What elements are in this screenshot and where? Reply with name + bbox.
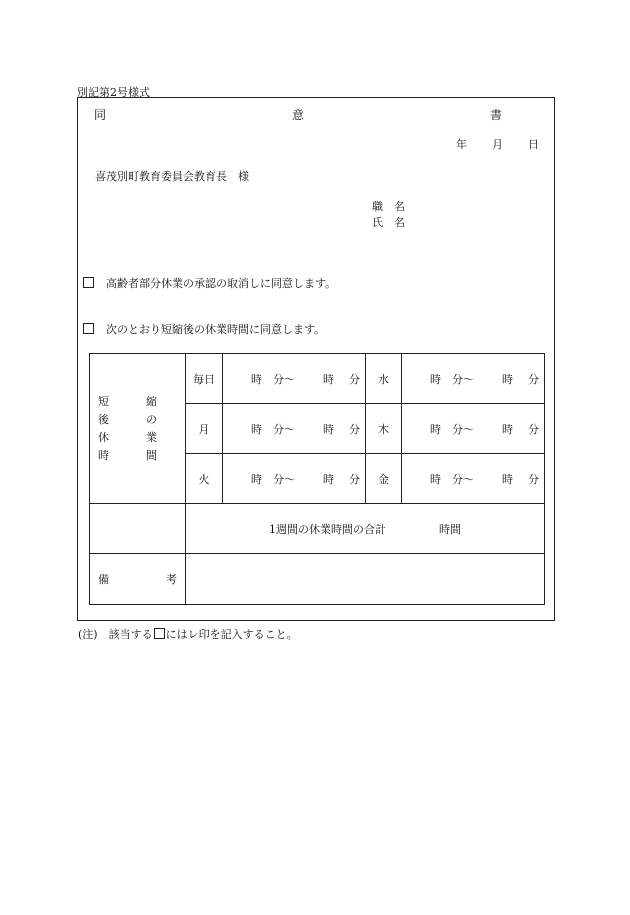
name-label: 氏 名 (372, 216, 405, 229)
time-cell-every[interactable]: 時 分～ 時 分 (223, 354, 366, 404)
remarks-label-left: 備 (98, 573, 109, 586)
weekly-total-label: 1週間の休業時間の合計 (269, 522, 386, 536)
time-cell-fri[interactable]: 時 分～ 時 分 (402, 454, 545, 504)
form-number: 別記第2号様式 (77, 86, 150, 99)
remarks-label-right: 考 (166, 573, 177, 586)
footnote-prefix: (注) 該当する (78, 628, 153, 641)
day-mon: 月 (186, 404, 223, 454)
option-withdraw-label: 高齢者部分休業の承認の取消しに同意します。 (106, 277, 337, 290)
day-tue: 火 (186, 454, 223, 504)
footnote (78, 626, 298, 642)
remarks-label-cell (90, 554, 186, 605)
table-row (90, 554, 545, 605)
time-cell-thu[interactable]: 時 分～ 時 分 (402, 404, 545, 454)
day-thu: 木 (366, 404, 402, 454)
checkbox-shorten[interactable] (83, 323, 94, 334)
addressee: 喜茂別町教育委員会教育長 様 (95, 170, 249, 183)
row-label-line2: 休 業 時 間 (98, 430, 194, 462)
option-withdraw (83, 275, 336, 291)
date-month: 月 (492, 138, 503, 151)
row-label-cell (90, 354, 194, 504)
weekly-total-cell[interactable] (186, 504, 545, 554)
row-label-cell-continued (90, 504, 186, 554)
time-cell-wed[interactable]: 時 分～ 時 分 (402, 354, 545, 404)
date-year: 年 (456, 138, 467, 151)
checkbox-withdraw[interactable] (83, 277, 94, 288)
time-cell-tue[interactable]: 時 分～ 時 分 (223, 454, 366, 504)
option-shorten (83, 321, 325, 337)
remarks-input-cell[interactable] (186, 554, 545, 605)
weekly-total-unit: 時間 (439, 522, 461, 536)
time-cell-mon[interactable]: 時 分～ 時 分 (223, 404, 366, 454)
position-label: 職 名 (372, 200, 405, 213)
checkbox-symbol-icon (154, 628, 165, 639)
day-every: 毎日 (186, 354, 223, 404)
date-day: 日 (528, 138, 539, 151)
day-wed: 水 (366, 354, 402, 404)
table-row (90, 504, 545, 554)
document-title: 同 意 書 (93, 108, 556, 122)
row-label-line1: 短 縮 後 の (98, 394, 194, 426)
day-fri: 金 (366, 454, 402, 504)
leave-time-table (89, 353, 545, 605)
table-row (90, 354, 545, 404)
footnote-suffix: にはレ印を記入すること。 (165, 628, 298, 641)
option-shorten-label: 次のとおり短縮後の休業時間に同意します。 (106, 323, 326, 336)
